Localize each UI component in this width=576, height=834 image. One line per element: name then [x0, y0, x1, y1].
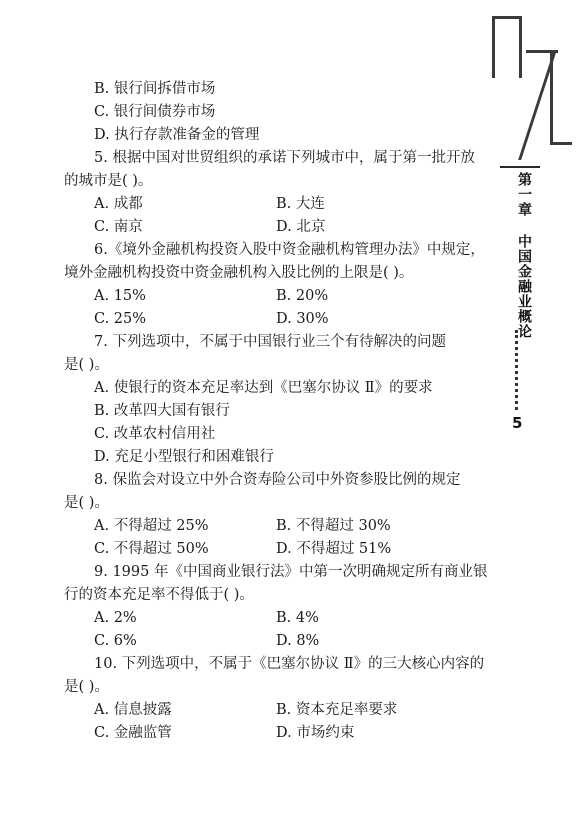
chapter-rule	[500, 166, 540, 168]
page-number: 5	[512, 414, 523, 432]
q10-option-d: D. 市场约束	[276, 725, 355, 741]
q9-options-row1	[64, 607, 489, 630]
chapter-label: 第一章 中国金融业概论	[516, 172, 532, 339]
q9-options-row2	[64, 630, 489, 653]
q7-option-c: C. 改革农村信用社	[94, 426, 216, 442]
q7-option-a: A. 使银行的资本充足率达到《巴塞尔协议 Ⅱ》的要求	[94, 380, 433, 396]
q10-stem-line1: 10. 下列选项中，不属于《巴塞尔协议 Ⅱ》的三大核心内容的	[94, 656, 485, 672]
q8-stem-line2: 是( )。	[64, 495, 109, 511]
q8-stem-line1: 8. 保监会对设立中外合资寿险公司中外资参股比例的规定	[94, 472, 461, 488]
q5-stem-line1: 5. 根据中国对世贸组织的承诺下列城市中，属于第一批开放	[94, 150, 475, 166]
q5-option-a: A. 成都	[94, 196, 143, 212]
q5-option-b: B. 大连	[276, 196, 325, 212]
q9-option-c: C. 6%	[94, 633, 137, 649]
q10-option-a: A. 信息披露	[94, 702, 172, 718]
q7-stem-line1: 7. 下列选项中，不属于中国银行业三个有待解决的问题	[94, 334, 446, 350]
chapter-ornament	[490, 10, 576, 170]
q10-options-row1	[64, 699, 489, 722]
q5-options-row1	[64, 193, 489, 216]
q10-options-row2	[64, 722, 489, 745]
q9-stem-line2: 行的资本充足率不得低于( )。	[64, 587, 254, 603]
q6-option-c: C. 25%	[94, 311, 147, 327]
q8-options-row2	[64, 538, 489, 561]
q6-options-row2	[64, 308, 489, 331]
q4-option-c: C. 银行间债券市场	[94, 104, 216, 120]
q6-options-row1	[64, 285, 489, 308]
q8-option-c: C. 不得超过 50%	[94, 541, 209, 557]
q9-option-d: D. 8%	[276, 633, 320, 649]
q6-stem-line1: 6.《境外金融机构投资入股中资金融机构管理办法》中规定，	[94, 242, 485, 258]
q6-option-a: A. 15%	[94, 288, 146, 304]
q7-option-b: B. 改革四大国有银行	[94, 403, 230, 419]
q9-stem-line1: 9. 1995 年《中国商业银行法》中第一次明确规定所有商业银	[94, 564, 488, 580]
q4-option-b: B. 银行间拆借市场	[94, 81, 216, 97]
q7-option-d: D. 充足小型银行和困难银行	[94, 449, 274, 465]
q10-option-c: C. 金融监管	[94, 725, 172, 741]
q10-stem-line2: 是( )。	[64, 679, 109, 695]
q6-option-b: B. 20%	[276, 288, 329, 304]
q8-option-d: D. 不得超过 51%	[276, 541, 392, 557]
q5-options-row2	[64, 216, 489, 239]
q8-option-a: A. 不得超过 25%	[94, 518, 209, 534]
q5-option-c: C. 南京	[94, 219, 143, 235]
q9-option-a: A. 2%	[94, 610, 137, 626]
q7-stem-line2: 是( )。	[64, 357, 109, 373]
q5-stem-line2: 的城市是( )。	[64, 173, 153, 189]
question-list	[64, 78, 489, 745]
q4-option-d: D. 执行存款准备金的管理	[94, 127, 260, 143]
q9-option-b: B. 4%	[276, 610, 319, 626]
q8-option-b: B. 不得超过 30%	[276, 518, 391, 534]
q8-options-row1	[64, 515, 489, 538]
q6-option-d: D. 30%	[276, 311, 329, 327]
q6-stem-line2: 境外金融机构投资中资金融机构入股比例的上限是( )。	[64, 265, 414, 281]
q10-option-b: B. 资本充足率要求	[276, 702, 398, 718]
chapter-leader-dots	[515, 330, 528, 410]
q5-option-d: D. 北京	[276, 219, 326, 235]
